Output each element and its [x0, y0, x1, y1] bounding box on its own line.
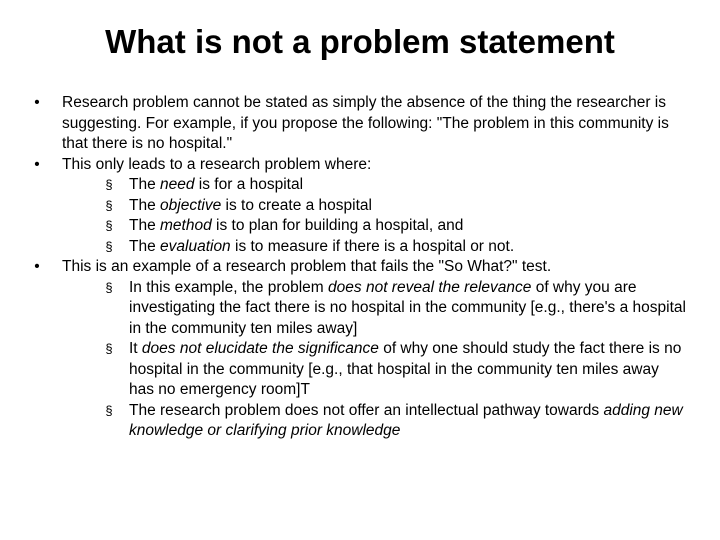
sub-bullet-text-pre: The	[129, 196, 161, 214]
bullet-text: Research problem cannot be stated as simply the absence of the thing the researcher is suggesting. For example, if you propose the following: "The problem in this community is that there is no hospital."	[62, 94, 669, 152]
sub-bullet-text-post: is to plan for building a hospital, and	[211, 217, 464, 234]
sub-bullet-text-pre: It	[129, 340, 142, 357]
sub-bullet-text-post: of why one should study the fact there is no hospital in the community [e.g., that hospital in the community ten miles away has no emergency room]T	[129, 340, 682, 398]
sub-bullet-item	[28, 175, 688, 196]
sub-bullet-text-post: of why you are investigating the fact there is no hospital in the community [e.g., there's a hospital in the community ten miles away]	[129, 278, 686, 337]
bullet-item	[28, 93, 688, 155]
sub-bullet-item	[28, 216, 688, 237]
sub-bullet-glyph: §	[105, 341, 113, 356]
sub-bullet-text-pre: The	[129, 217, 161, 234]
sub-bullet-glyph: §	[105, 197, 113, 213]
bullet-glyph: •	[34, 94, 40, 111]
sub-bullet-glyph: §	[105, 238, 113, 254]
bullet-item	[28, 155, 688, 176]
sub-bullet-glyph: §	[105, 177, 113, 192]
sub-bullet-text-pre: The research problem does not offer an intellectual pathway towards	[129, 401, 604, 419]
sub-bullet-glyph: §	[105, 402, 113, 418]
sub-bullet-item	[28, 401, 688, 442]
sub-bullet-text-post: is to create a hospital	[221, 196, 372, 214]
sub-bullet-item	[28, 339, 688, 401]
sub-bullet-emphasis: evaluation	[160, 237, 231, 255]
slide-body	[28, 93, 688, 442]
bullet-text: This only leads to a research problem where:	[62, 155, 372, 173]
sub-bullet-item	[28, 237, 688, 258]
bullet-item	[28, 257, 688, 278]
sub-bullet-emphasis: need	[160, 176, 195, 193]
slide-title: What is not a problem statement	[105, 23, 615, 60]
sub-bullet-text-post: is for a hospital	[194, 176, 304, 193]
sub-bullet-text-post: is to measure if there is a hospital or not.	[230, 237, 515, 255]
sub-bullet-item	[28, 196, 688, 217]
bullet-glyph: •	[34, 258, 40, 275]
sub-bullet-text-pre: The	[129, 237, 161, 255]
sub-bullet-glyph: §	[105, 218, 113, 233]
sub-bullet-emphasis: method	[160, 217, 212, 234]
sub-bullet-emphasis: objective	[160, 196, 222, 214]
sub-bullet-glyph: §	[105, 279, 113, 295]
sub-bullet-emphasis: adding new knowledge or clarifying prior knowledge	[129, 401, 683, 439]
sub-bullet-item	[28, 278, 688, 340]
bullet-text: This is an example of a research problem that fails the "So What?" test.	[62, 258, 552, 275]
sub-bullet-emphasis: does not reveal the relevance	[328, 278, 532, 296]
bullet-glyph: •	[34, 155, 40, 173]
sub-bullet-emphasis: does not elucidate the significance	[141, 340, 379, 357]
sub-bullet-text-pre: In this example, the problem	[129, 278, 329, 296]
sub-bullet-text-pre: The	[129, 176, 161, 193]
